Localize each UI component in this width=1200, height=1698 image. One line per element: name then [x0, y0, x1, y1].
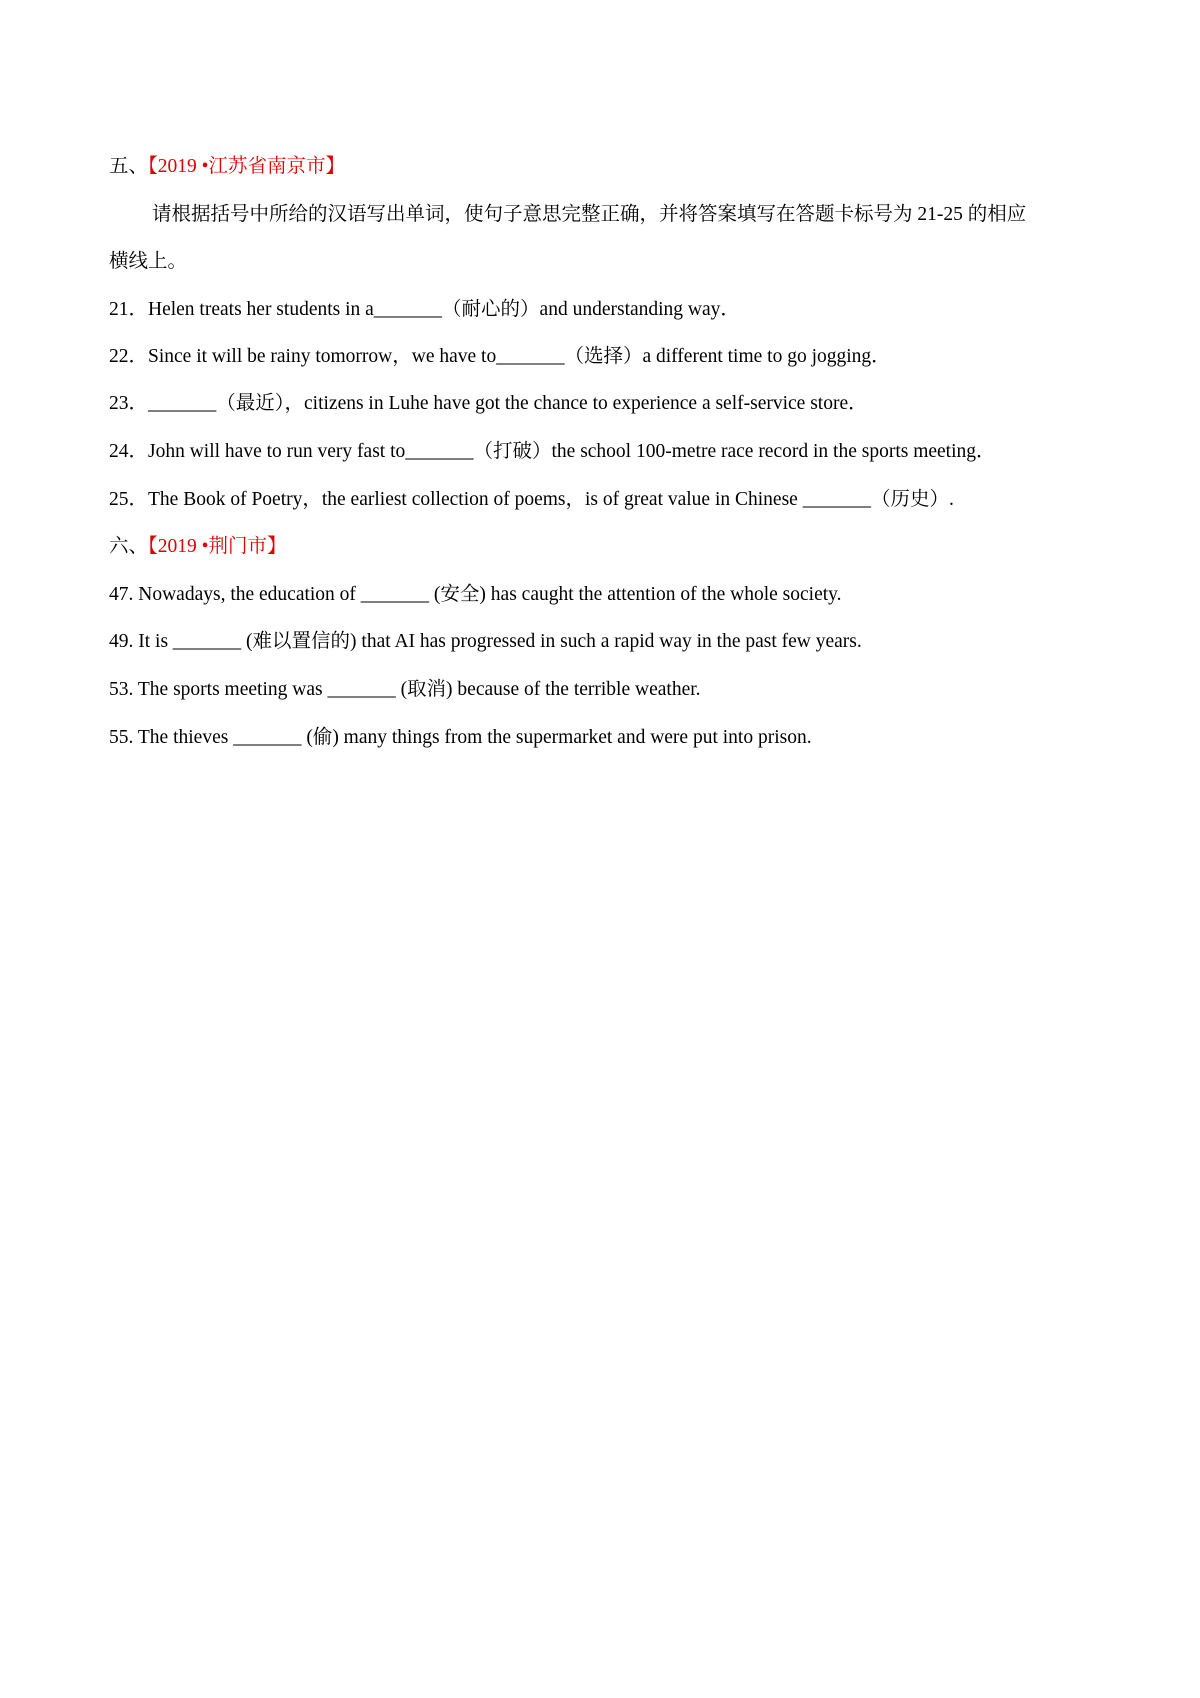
instruction-text-continued: 横线上。 [109, 251, 188, 272]
question-24: 24．John will have to run very fast to_______（打破）the school 100-metre race record in the sports meeting． [109, 441, 996, 462]
question-22: 22．Since it will be rainy tomorrow，we have to_______（选择）a different time to go jogging． [109, 346, 891, 367]
section-6-heading [109, 534, 286, 560]
section-5-source: 【2019 •江苏省南京市】 [148, 156, 345, 177]
question-53: 53. The sports meeting was _______ (取消) because of the terrible weather. [109, 679, 701, 700]
question-47: 47. Nowadays, the education of _______ (安全) has caught the attention of the whole society. [109, 584, 842, 605]
question-55: 55. The thieves _______ (偷) many things from the supermarket and were put into prison. [109, 727, 812, 748]
section-6-source: 【2019 •荆门市】 [148, 536, 287, 557]
section-5-number: 五、 [109, 156, 149, 177]
question-23: 23．_______（最近），citizens in Luhe have got the chance to experience a self-service store． [109, 393, 868, 414]
section-6-number: 六、 [109, 536, 149, 557]
question-49: 49. It is _______ (难以置信的) that AI has progressed in such a rapid way in the past few years. [109, 631, 862, 652]
question-25: 25．The Book of Poetry，the earliest collection of poems，is of great value in Chinese _______（历史）. [109, 489, 954, 510]
section-5-heading [109, 154, 345, 180]
question-21: 21．Helen treats her students in a_______（耐心的）and understanding way． [109, 299, 740, 320]
instruction-text: 请根据括号中所给的汉语写出单词，使句子意思完整正确，并将答案填写在答题卡标号为 21-25 的相应 [152, 204, 1027, 225]
